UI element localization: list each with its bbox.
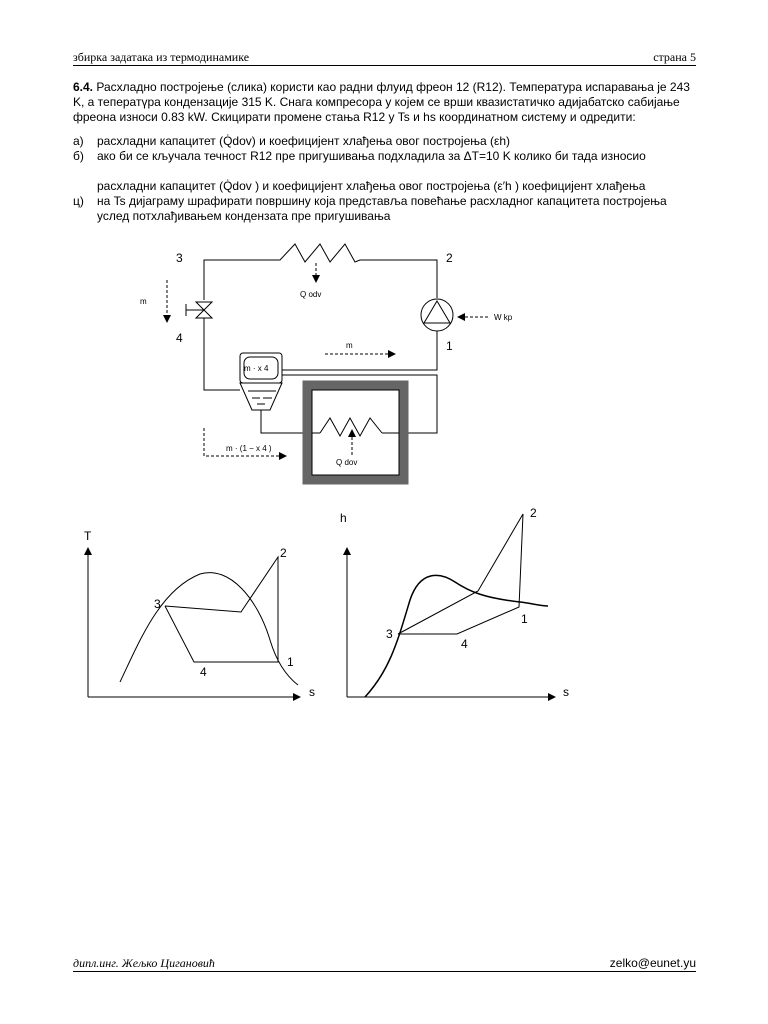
- point-4-label: 4: [176, 331, 183, 345]
- list-item: б) ако би се кључала течност R12 пре пригушивања подхладила за ΔT=10 K колико би тада износио: [73, 149, 646, 163]
- hs-point-2: 2: [530, 506, 537, 520]
- saturation-dome: [120, 573, 298, 685]
- refrigeration-schematic: [167, 244, 488, 480]
- ts-cycle: [165, 557, 278, 662]
- hs-point-4: 4: [461, 637, 468, 651]
- ts-point-1: 1: [287, 655, 294, 669]
- schematic-flow-labels: [140, 290, 513, 467]
- list-item: ц) на Ts дијаграму шрафирати површину која представља повећање расхладног капацитета постројења услед потхлађивањем кондензата пре пригушивања: [73, 194, 667, 223]
- author: дипл.инг. Жељко Цигановић: [73, 956, 215, 970]
- list-item: а) расхладни капацитет (Q̇dov) и коефицијент хлађења овог постројења (εh): [73, 134, 511, 148]
- q-odv-label: Q odv: [300, 290, 322, 299]
- ts-labels: [84, 529, 315, 699]
- m-flow-label: m: [346, 341, 353, 350]
- point-1-label: 1: [446, 339, 453, 353]
- header-title: збирка задатака из термодинамике: [73, 50, 250, 64]
- ts-y-axis-label: T: [84, 529, 92, 543]
- m-x4-label: m · x 4: [244, 364, 269, 373]
- hs-labels: [340, 506, 569, 699]
- m-label: m: [140, 297, 147, 306]
- q-dov-label: Q dov: [336, 458, 358, 467]
- hs-x-axis-label: s: [563, 685, 569, 699]
- author-email: zelko@eunet.yu: [609, 956, 696, 970]
- schematic-labels: [176, 251, 453, 353]
- hs-point-3: 3: [386, 627, 393, 641]
- compressor: [421, 299, 453, 331]
- hs-y-axis-label: h: [340, 511, 347, 525]
- separator-tank: [240, 383, 282, 410]
- page-number: страна 5: [653, 50, 696, 64]
- hs-point-1: 1: [521, 612, 528, 626]
- m-1-x4-label: m · (1 − x 4 ): [226, 444, 272, 453]
- w-kp-label: W kp: [494, 313, 513, 322]
- point-2-label: 2: [446, 251, 453, 265]
- hs-diagram: [347, 514, 555, 697]
- ts-point-2: 2: [280, 546, 287, 560]
- ts-x-axis-label: s: [309, 685, 315, 699]
- problem-number: 6.4.: [73, 80, 94, 94]
- page-footer: [73, 956, 696, 972]
- hs-cycle: [398, 514, 523, 634]
- problem-statement: Расхладно постројење (слика) користи као радни флуид фреон 12 (R12). Температура испаравања је 243 K, а теператүра кондензације 315 K. Снага компресора у којем се врши квазистатичко адијабатско сабијање фреона износи 0.83 kW. Скицирати промене стања R12 у Ts и hs координатном систему и одредити:: [73, 80, 690, 124]
- ts-point-4: 4: [200, 665, 207, 679]
- point-3-label: 3: [176, 251, 183, 265]
- list-item: расхладни капацитет (Q̇dov ) и коефицијент хлађења овог постројења (ε′h ) коефицијент хлађења: [97, 179, 646, 193]
- ts-point-3: 3: [154, 597, 161, 611]
- evaporator-coil: [320, 418, 382, 436]
- ts-diagram: [88, 548, 300, 697]
